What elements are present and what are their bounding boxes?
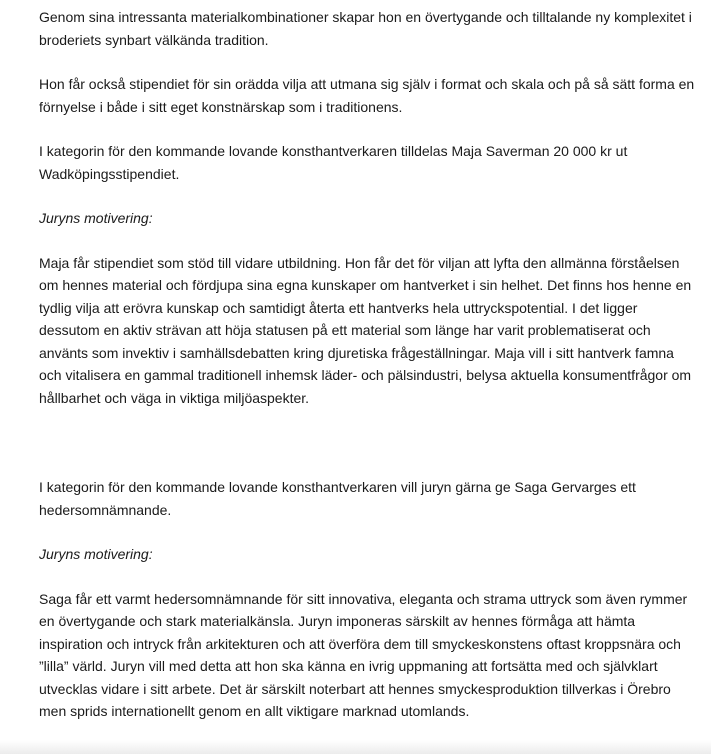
article-body: [39, 6, 699, 723]
jury-motivation-heading-saga: Juryns motivering:: [39, 546, 153, 562]
bottom-edge-divider: [0, 740, 711, 754]
paragraph-motivation-maja: Maja får stipendiet som stöd till vidare utbildning. Hon får det för viljan att lyfta den allmänna förståelsen om hennes material och fördjupa sina egna kunskaper om hantverket i sin helhet. Det finns hos henne en tydlig vilja att erövra kunskap och samtidigt återta ett hantverks hela uttryckspotential. I det ligger dessutom en aktiv strävan att höja statusen på ett material som länge har varit problematiserat och använts som invektiv i samhällsdebatten kring djuretiska frågeställningar. Maja vill i sitt hantverk famna och vitalisera en gammal traditionell inhemsk läder- och pälsindustri, belysa aktuella konsumentfrågor om hållbarhet och väga in viktiga miljöaspekter.: [39, 254, 692, 406]
paragraph-material-combinations: Genom sina intressanta materialkombinationer skapar hon en övertygande och tilltalande ny komplexitet i broderiets synbart välkända tradition.: [39, 9, 692, 48]
paragraph-courage: Hon får också stipendiet för sin orädda vilja att utmana sig själv i format och skala och på så sätt forma en förnyelse i både i sitt eget konstnärskap som i traditionens.: [39, 76, 695, 115]
paragraph-award-maja: I kategorin för den kommande lovande konsthantverkaren tilldelas Maja Saverman 20 000 kr ut Wadköpingsstipendiet.: [39, 143, 628, 182]
paragraph-honorable-mention-saga: I kategorin för den kommande lovande konsthantverkaren vill juryn gärna ge Saga Gervarges ett hedersomnämnande.: [39, 479, 636, 518]
jury-motivation-heading-maja: Juryns motivering:: [39, 210, 153, 226]
paragraph-motivation-saga: Saga får ett varmt hedersomnämnande för sitt innovativa, eleganta och strama uttryck som även rymmer en övertygande och stark materialkänsla. Juryn imponeras särskilt av hennes förmåga att hämta inspiration och intryck från arkitekturen och att överföra dem till smyckeskonstens oftast kroppsnära och ”lilla” värld. Juryn vill med detta att hon ska känna en ivrig uppmaning att fortsätta med och självklart utvecklas vidare i sitt arbete. Det är särskilt noterbart att hennes smyckesproduktion tillverkas i Örebro men sprids internationellt genom en allt viktigare marknad utomlands.: [39, 590, 688, 719]
